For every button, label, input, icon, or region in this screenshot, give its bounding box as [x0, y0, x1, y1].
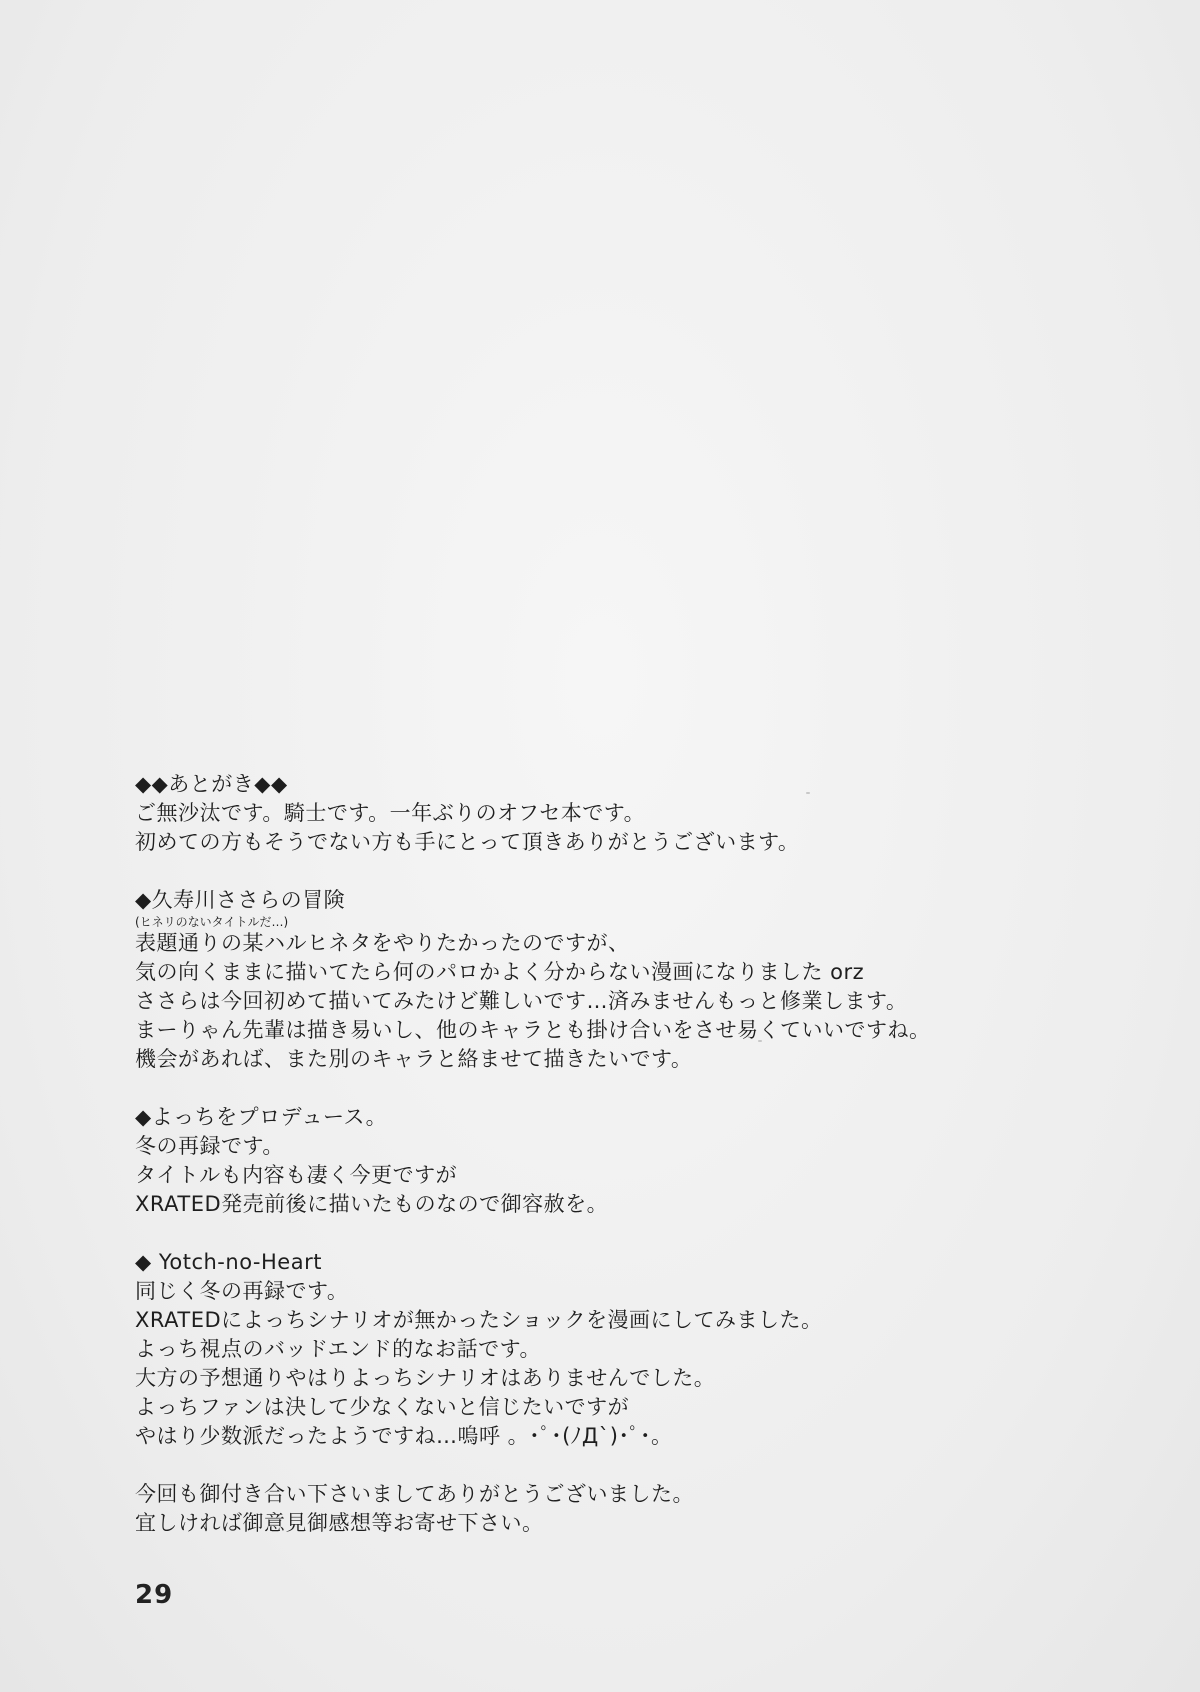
- section-line: XRATED発売前後に描いたものなので御容赦を。: [135, 1192, 609, 1216]
- section-title: ◆よっちをプロデュース。: [135, 1105, 388, 1129]
- afterword-intro-section: [135, 770, 1135, 857]
- section-line: 機会があれば、また別のキャラと絡ませて描きたいです。: [135, 1047, 693, 1071]
- section-title: ◆ Yotch-no-Heart: [135, 1250, 322, 1274]
- section-line: 気の向くままに描いてたら何のパロかよく分からない漫画になりました orz: [135, 960, 865, 984]
- intro-line: ご無沙汰です。騎士です。一年ぶりのオフセ本です。: [135, 801, 646, 825]
- afterword-text-block: [135, 770, 1135, 1538]
- section-title: ◆久寿川ささらの冒険: [135, 888, 346, 912]
- section-line: 同じく冬の再録です。: [135, 1279, 349, 1303]
- closing-line: 今回も御付き合い下さいましてありがとうございました。: [135, 1482, 694, 1506]
- section-sasara: [135, 886, 1135, 1074]
- section-line: 冬の再録です。: [135, 1134, 284, 1158]
- section-line: ささらは今回初めて描いてみたけど難しいです…済みませんもっと修業します。: [135, 989, 908, 1013]
- section-line: やはり少数派だったようですね…嗚呼 。･ﾟ･(ﾉД`)･ﾟ･。: [135, 1424, 673, 1448]
- section-line: よっち視点のバッドエンド的なお話です。: [135, 1337, 541, 1361]
- section-yotch-no-heart: [135, 1248, 1135, 1451]
- section-line: XRATEDによっちシナリオが無かったショックを漫画にしてみました。: [135, 1308, 823, 1332]
- section-line: まーりゃん先輩は描き易いし、他のキャラとも掛け合いをさせ易くていいですね。: [135, 1018, 931, 1042]
- section-line: 表題通りの某ハルヒネタをやりたかったのですが、: [135, 931, 630, 955]
- section-line: タイトルも内容も凄く今更ですが: [135, 1163, 458, 1187]
- section-yotchi-produce: [135, 1103, 1135, 1219]
- section-subtitle: (ヒネリのないタイトルだ…): [135, 915, 289, 929]
- section-line: よっちファンは決して少なくないと信じたいですが: [135, 1395, 630, 1419]
- afterword-closing-section: [135, 1480, 1135, 1538]
- afterword-heading: ◆◆あとがき◆◆: [135, 772, 288, 796]
- page-number: 29: [135, 1580, 174, 1610]
- section-line: 大方の予想通りやはりよっちシナリオはありませんでした。: [135, 1366, 716, 1390]
- closing-line: 宜しければ御意見御感想等お寄せ下さい。: [135, 1511, 544, 1535]
- intro-line: 初めての方もそうでない方も手にとって頂きありがとうございます。: [135, 830, 800, 854]
